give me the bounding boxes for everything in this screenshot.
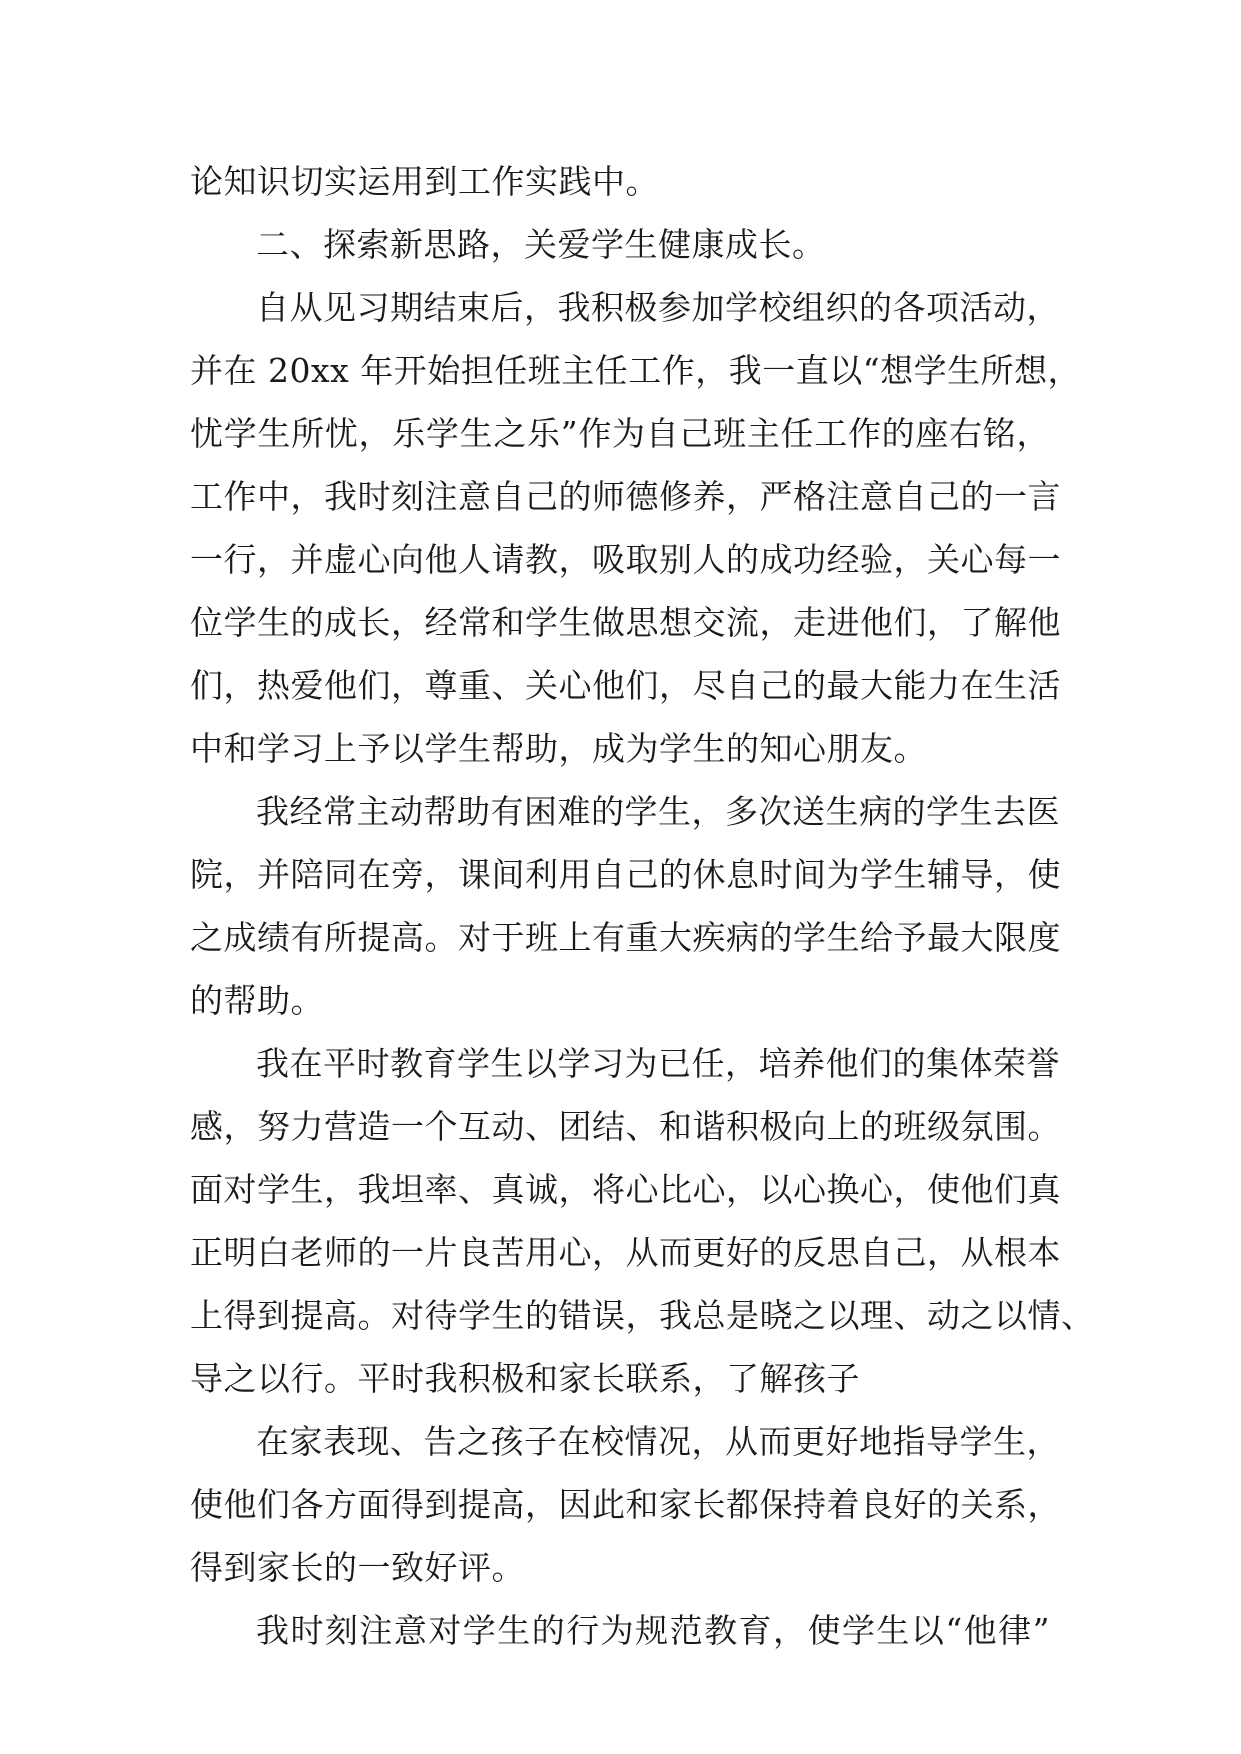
text-line: 院，并陪同在旁，课间利用自己的休息时间为学生辅导，使 [190,855,1061,894]
text-line: 面对学生，我坦率、真诚，将心比心，以心换心，使他们真 [190,1170,1061,1209]
text-line: 得到家长的一致好评。 [190,1548,525,1587]
text-line: 一行，并虚心向他人请教，吸取别人的成功经验，关心每一 [190,540,1061,579]
text-line: 使他们各方面得到提高，因此和家长都保持着良好的关系， [190,1485,1061,1524]
text-line: 导之以行。平时我积极和家长联系，了解孩子 [190,1359,860,1398]
body-text [190,150,1095,1662]
text-line: 忧学生所忧，乐学生之乐”作为自己班主任工作的座右铭， [190,414,1050,453]
text-line: 二、探索新思路，关爱学生健康成长。 [256,225,826,264]
text-line: 自从见习期结束后，我积极参加学校组织的各项活动， [256,288,1060,327]
text-line: 我在平时教育学生以学习为已任，培养他们的集体荣誉 [256,1044,1060,1083]
text-line: 工作中，我时刻注意自己的师德修养，严格注意自己的一言 [190,477,1061,516]
text-line: 我经常主动帮助有困难的学生，多次送生病的学生去医 [256,792,1060,831]
text-line: 上得到提高。对待学生的错误，我总是晓之以理、动之以情、 [190,1296,1095,1335]
text-line: 的帮助。 [190,981,324,1020]
text-line: 我时刻注意对学生的行为规范教育，使学生以“他律” [256,1611,1050,1650]
text-line: 们，热爱他们，尊重、关心他们，尽自己的最大能力在生活 [190,666,1061,705]
text-line: 位学生的成长，经常和学生做思想交流，走进他们，了解他 [190,603,1061,642]
text-line: 正明白老师的一片良苦用心，从而更好的反思自己，从根本 [190,1233,1061,1272]
text-line: 中和学习上予以学生帮助，成为学生的知心朋友。 [190,729,927,768]
text-line: 论知识切实运用到工作实践中。 [190,162,659,201]
text-line: 之成绩有所提高。对于班上有重大疾病的学生给予最大限度 [190,918,1061,957]
text-line: 并在 20xx 年开始担任班主任工作，我一直以“想学生所想， [190,351,1082,390]
text-line: 感，努力营造一个互动、团结、和谐积极向上的班级氛围。 [190,1107,1061,1146]
text-line: 在家表现、告之孩子在校情况，从而更好地指导学生， [256,1422,1060,1461]
